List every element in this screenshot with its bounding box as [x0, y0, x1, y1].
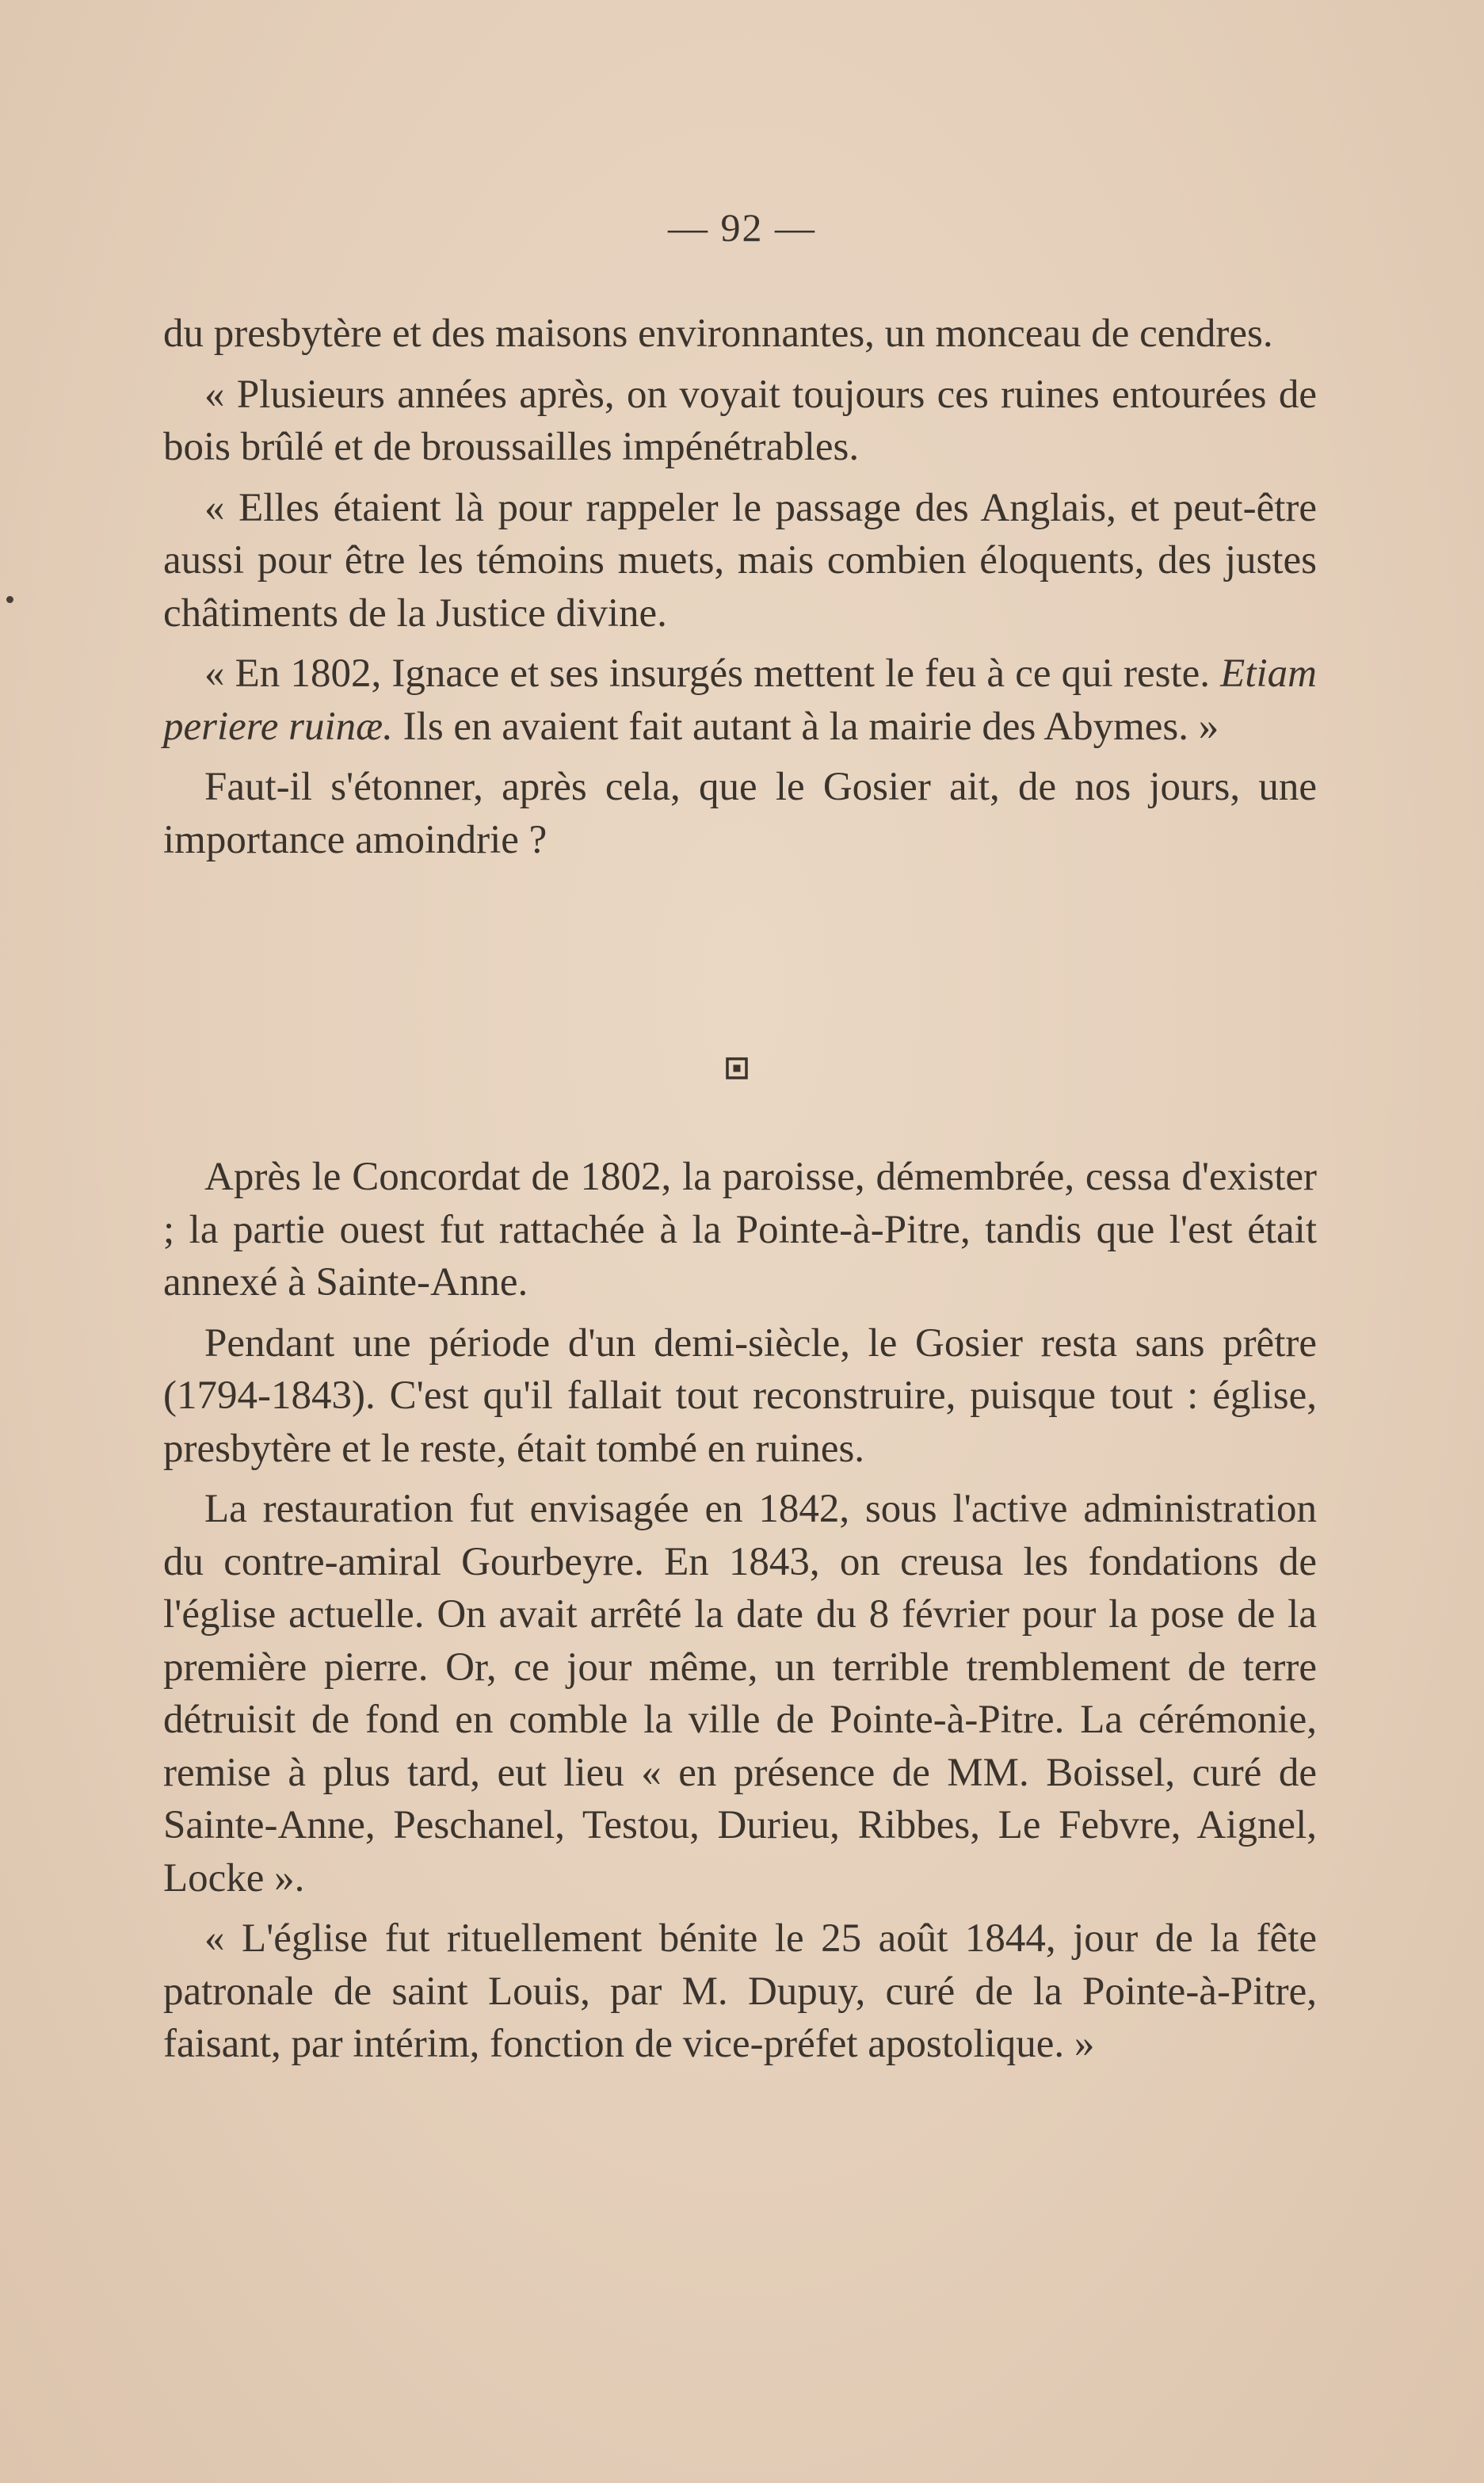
boxed-dot-icon — [725, 1056, 749, 1080]
text-section-2 — [163, 1151, 1317, 2079]
text-section-1 — [163, 308, 1317, 874]
paragraph: Après le Concordat de 1802, la paroisse, démembrée, cessa d'exister ; la partie ouest fut rattachée à la Pointe-à-Pitre, tandis que l'est était annexé à Sainte-Anne. — [163, 1155, 1317, 1305]
paragraph: Pendant une période d'un demi-siècle, le Gosier resta sans prêtre (1794-1843). C'est qu'il fallait tout reconstruire, puisque tout : église, presbytère et le reste, était tombé en ruines. — [163, 1320, 1317, 1471]
paragraph-text: « En 1802, Ignace et ses insurgés mettent le feu à ce qui reste. — [204, 651, 1211, 696]
paragraph: « L'église fut rituellement bénite le 25 août 1844, jour de la fête patronale de saint Louis, par M. Dupuy, curé de la Pointe-à-Pitre, faisant, par intérim, fonction de vice-préfet apostolique. » — [163, 1916, 1317, 2066]
paragraph: « Plusieurs années après, on voyait toujours ces ruines entourées de bois brûlé et de broussailles impénétrables. — [163, 372, 1317, 469]
paragraph: Faut-il s'étonner, après cela, que le Gosier ait, de nos jours, une importance amoindrie ? — [163, 765, 1317, 862]
paragraph: « Elles étaient là pour rappeler le passage des Anglais, et peut-être aussi pour être les témoins muets, mais combien éloquents, des justes châtiments de la Justice divine. — [163, 485, 1317, 636]
paragraph: du presbytère et des maisons environnantes, un monceau de cendres. — [163, 311, 1273, 356]
paragraph: La restauration fut envisagée en 1842, sous l'active administration du contre-amiral Gourbeyre. En 1843, on creusa les fondations de l'église actuelle. On avait arrêté la date du 8 février pour la pose de la première pierre. Or, ce jour même, un terrible tremblement de terre détruisit de fond en comble la ville de Pointe-à-Pitre. La cérémonie, remise à plus tard, eut lieu « en présence de MM. Boissel, curé de Sainte-Anne, Peschanel, Testou, Durieu, Ribbes, Le Febvre, Aignel, Locke ». — [163, 1487, 1317, 1900]
latin-quote: Etiam periere ruinæ. — [163, 651, 1317, 749]
paragraph-with-latin — [163, 647, 1317, 753]
page-number: — 92 — — [668, 205, 816, 250]
margin-speck — [6, 596, 13, 603]
paragraph-text: Ils en avaient fait autant à la mairie des Abymes. » — [402, 704, 1219, 749]
